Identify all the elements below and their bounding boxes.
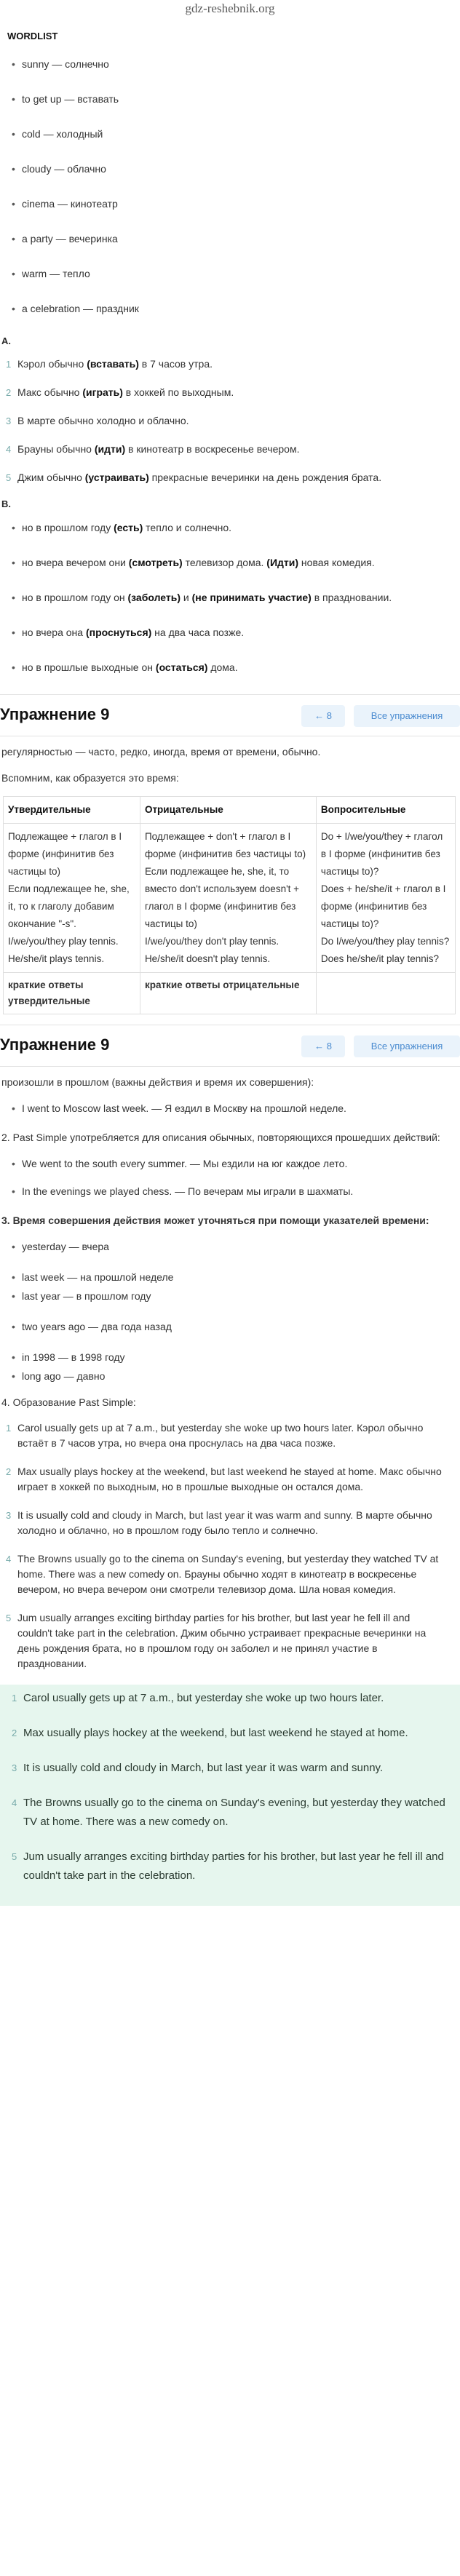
exercise-title: Упражнение 9 — [0, 705, 110, 723]
prev-exercise-button[interactable]: ← 8 — [301, 705, 345, 727]
grammar-table — [3, 796, 456, 1014]
list-item: • cold — холодный — [9, 126, 460, 142]
past-rule-4: 4. Образование Past Simple: — [1, 1396, 136, 1408]
list-item: • last year — в прошлом году — [9, 1288, 460, 1304]
list-item: 5 Jum usually arranges exciting birthday parties for his brother, but last year he fell ill and couldn't take part in the celebration. Джим обычно устраивает прекрасные вечеринки на день рождения брата, но в прошлом году он заболел и не принял участие в праздновании. — [6, 1612, 427, 1669]
list-item: 5 Джим обычно (устраивать) прекрасные вечеринки на день рождения брата. — [6, 472, 382, 483]
list-item: • но вчера она (проснуться) на два часа позже. — [9, 624, 460, 640]
list-item: • но в прошлом году он (заболеть) и (не принимать участие) в праздновании. — [9, 589, 460, 605]
answer-list — [6, 1689, 460, 1885]
column-header: Отрицательные — [140, 797, 316, 824]
exercise-nav-bar — [0, 694, 460, 736]
past-example-list — [0, 1100, 460, 1116]
table-row — [4, 973, 456, 1014]
list-item: • In the evenings we played chess. — По вечерам мы играли в шахматы. — [9, 1183, 460, 1199]
all-exercises-button[interactable]: Все упражнения — [354, 705, 460, 727]
list-item: • но вчера вечером они (смотреть) телевизор дома. (Идти) новая комедия. — [9, 554, 460, 571]
past-rule-3: 3. Время совершения действия может уточняться при помощи указателей времени: — [1, 1215, 429, 1226]
theory-recall: Вспомним, как образуется это время: — [1, 772, 179, 784]
list-item: 2 Max usually plays hockey at the weekend, but last weekend he stayed at home. — [12, 1727, 408, 1739]
list-item: • to get up — вставать — [9, 91, 460, 107]
prev-exercise-button[interactable]: ← 8 — [301, 1035, 345, 1057]
list-item: • long ago — давно — [9, 1368, 460, 1384]
wordlist-title: WORDLIST — [7, 31, 58, 41]
past-rule-2: 2. Past Simple употребляется для описания обычных, повторяющихся прошедших действий: — [1, 1132, 440, 1143]
list-item: 3 It is usually cold and cloudy in March, but last year it was warm and sunny. В марте обычно холодно и облачно, но в прошлом году было тепло и солнечно. — [6, 1509, 432, 1536]
table-cell: краткие ответы утвердительные — [4, 973, 140, 1014]
block-a-label: A. — [1, 335, 11, 346]
list-item: 1 Кэрол обычно (вставать) в 7 часов утра. — [6, 358, 213, 370]
list-item: • warm — тепло — [9, 266, 460, 282]
block-a-list — [0, 357, 460, 485]
block-b-label: B. — [1, 498, 11, 509]
table-cell: Do + I/we/you/they + глагол в I форме (инфинитив без частицы to)? Does + he/she/it + глагол в I форме (инфинитив без частицы to)? Do I/we/you/they play tennis? Does he/she/it play tennis? — [316, 824, 455, 973]
list-item: 4 The Browns usually go to the cinema on Sunday's evening, but yesterday they watched TV at home. There was a new comedy on. — [12, 1797, 445, 1828]
column-header: Утвердительные — [4, 797, 140, 824]
list-item: • yesterday — вчера — [9, 1239, 460, 1255]
table-cell — [316, 973, 455, 1014]
block-b-list — [0, 520, 460, 675]
column-header: Вопросительные — [316, 797, 455, 824]
all-exercises-button[interactable]: Все упражнения — [354, 1035, 460, 1057]
wordlist — [0, 56, 460, 317]
list-item: • in 1998 — в 1998 году — [9, 1349, 460, 1365]
list-item: • last week — на прошлой неделе — [9, 1269, 460, 1285]
list-item: • I went to Moscow last week. — Я ездил в Москву на прошлой неделе. — [9, 1100, 460, 1116]
time-markers — [0, 1239, 460, 1384]
list-item: 1 Carol usually gets up at 7 a.m., but yesterday she woke up two hours later. Кэрол обычно встаёт в 7 часов утра, но вчера она проснулась на два часа позже. — [6, 1422, 424, 1449]
exercise-title: Упражнение 9 — [0, 1035, 110, 1054]
table-cell: краткие ответы отрицательные — [140, 973, 316, 1014]
answer-box — [0, 1685, 460, 1906]
list-item: 2 Max usually plays hockey at the weekend, but last weekend he stayed at home. Макс обычно играет в хоккей по выходным, но в прошлые выходные он остался дома. — [6, 1466, 442, 1492]
list-item: • но в прошлом году (есть) тепло и солнечно. — [9, 520, 460, 536]
list-item: 3 It is usually cold and cloudy in March, but last year it was warm and sunny. — [12, 1762, 384, 1774]
list-item: • We went to the south every summer. — Мы ездили на юг каждое лето. — [9, 1156, 460, 1172]
table-header-row — [4, 797, 456, 824]
list-item: 4 Брауны обычно (идти) в кинотеатр в воскресенье вечером. — [6, 443, 300, 455]
exercise-nav-bar — [0, 1025, 460, 1067]
list-item: • sunny — солнечно — [9, 56, 460, 72]
list-item: • a party — вечеринка — [9, 231, 460, 247]
list-item: 3 В марте обычно холодно и облачно. — [6, 415, 189, 426]
list-item: • но в прошлые выходные он (остаться) дома. — [9, 659, 460, 675]
list-item: 1 Carol usually gets up at 7 a.m., but yesterday she woke up two hours later. — [12, 1692, 384, 1704]
list-item: 2 Макс обычно (играть) в хоккей по выходным. — [6, 386, 234, 398]
theory-intro: регулярностью — часто, редко, иногда, время от времени, обычно. — [1, 746, 321, 758]
table-row — [4, 824, 456, 973]
list-item: 5 Jum usually arranges exciting birthday parties for his brother, but last year he fell ill and couldn't take part in the celebration. — [12, 1850, 444, 1882]
past-intro: произошли в прошлом (важны действия и время их совершения): — [1, 1076, 314, 1088]
list-item: • cloudy — облачно — [9, 161, 460, 177]
site-header — [0, 0, 460, 20]
table-cell: Подлежащее + don't + глагол в I форме (инфинитив без частицы to) Если подлежащее he, she, it, то вместо don't используем doesn't + глагол в I форме (инфинитив без частицы to) I/we/you/they don't play tennis. He/she/it doesn't play tennis. — [140, 824, 316, 973]
list-item: • a celebration — праздник — [9, 301, 460, 317]
table-cell: Подлежащее + глагол в I форме (инфинитив без частицы to) Если подлежащее he, she, it, то к глаголу добавим окончание "-s". I/we/you/they play tennis. He/she/it plays tennis. — [4, 824, 140, 973]
list-item: 4 The Browns usually go to the cinema on Sunday's evening, but yesterday they watched TV at home. There was a new comedy on. Брауны обычно ходят в кинотеатр в воскресенье вечером, но вчера вечером они смотрели телевизор дома. Шла новая комедия. — [6, 1553, 439, 1595]
translation-list — [0, 1420, 460, 1671]
list-item: • cinema — кинотеатр — [9, 196, 460, 212]
past-examples — [0, 1156, 460, 1199]
list-item: • two years ago — два года назад — [9, 1319, 460, 1335]
site-name[interactable]: gdz-reshebnik.org — [185, 1, 275, 15]
